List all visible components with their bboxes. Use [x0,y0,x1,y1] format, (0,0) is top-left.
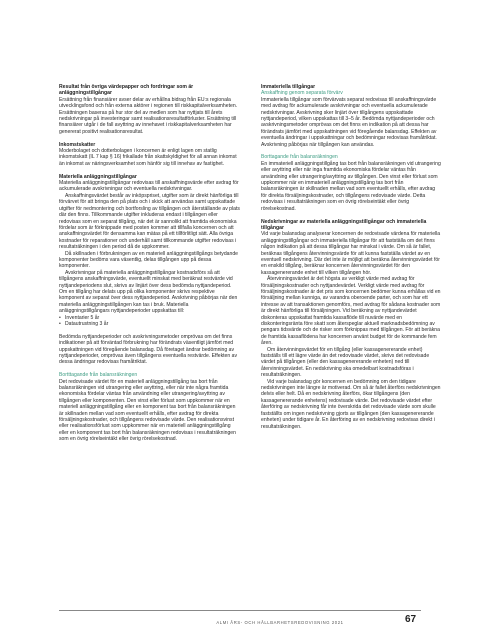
useful-life-list [59,315,240,328]
subheading-derecognition-tangible: Bortttagande från balansräkningen [59,372,138,379]
subheading-separate-acquisition: Anskaffning genom separata förvärv [261,90,343,97]
left-column [59,84,240,443]
paragraph-tangible-assets-1: Materiella anläggningstillgångar redovisas till anskaffningsvärde efter avdrag för ackumulerade avskrivningar och eventuella nedskrivningar. [59,180,239,193]
right-column [261,84,442,430]
footer-divider [59,610,421,611]
paragraph-tangible-assets-5: Bedömda nyttjandeperioder och avskrivningsmetoder omprövas om det finns indikationer på att förväntad förbrukning har förändrats väsentligt jämfört med uppskattningen vid föregående balansdag. Då företaget ändrar bedömning av nyttjandeperioder, omprövas även tillgångens eventuella restvärde. Effekten av dessa ändringar redovisas framåtriktat. [59,333,238,366]
paragraph-tangible-assets-3: Då skillnaden i förbrukningen av en materiell anläggningstillgångs betydande komponenter bedöms vara väsentlig, delas tillgången upp på dessa komponenter. [59,250,239,270]
heading-impairment: Nedskrivningar av materiella anläggningstillgångar och immateriella tillgångar [261,218,427,231]
list-item: • Inventarier 5 år [59,315,240,321]
list-item: • Datautrustning 3 år [59,321,240,327]
paragraph-intangible-assets: Immateriella tillgångar som förvärvats separat redovisas till anskaffningsvärde med avdrag för ackumulerade avskrivningar och eventuella ackumulerade nedskrivningar. Avskrivning sker linjärt över tillgångens uppskattade nyttjandeperiod, vilken uppskattas till 3–5 år. Bedömda nyttjandeperioder och avskrivningsmetoder omprövas om det finns en indikation på att dessa har förändrats jämfört med uppskattningen vid föregående balansdag. Effekten av eventuella ändringar i uppskattningar och bedömningar redovisas framåtriktat. Avskrivning påbörjas när tillgången kan användas. [261,96,437,148]
heading-income-tax: Inkomstskatter [59,141,96,148]
paragraph-derecognition-intangible: En immateriell anläggningstillgång tas bort från balansräkningen vid utrangering eller avyttring eller när inga framtida ekonomiska fördelar väntas från användning eller utrangering/avyttring av tillgången. Den vinst eller förlust som uppkommer när en immateriell anläggningstillgång tas bort från balansräkningen är skillnaden mellan vad som eventuellt erhålls, efter avdrag för direkta försäljningskostnader, och tillgångens redovisade värde. Detta redovisas i resultaträkningen som en övrig rörelseintäkt eller övrig rörelsekostnad. [261,160,441,212]
paragraph-derecognition-tangible: Det redovisade värdet för en materiell anläggningstillgång tas bort från balansräkningen vid utrangering eller avyttring, eller när inte några framtida ekonomiska fördelar väntas från användning eller utrangering/avyttring av tillgången eller komponenten. Den vinst eller förlust som uppkommer när en materiell anläggningstillgång eller en komponent tas bort från balansräkningen är skillnaden mellan vad som eventuellt erhålls, efter avdrag för direkta försäljningskostnader, och tillgångens redovisade värde. Den realisationsvinst eller realisationsförlust som uppkommer när en materiell anläggningstillgång eller en komponent tas bort från balansräkningen redovisas i resultaträkningen som en övrig rörelseintäkt eller övrig rörelsekostnad. [59,378,236,443]
heading-intangible-assets: Immateriella tillgångar [261,84,316,90]
heading-securities-result: Resultat från övriga värdepapper och fordringar som är anläggningstillgångar [59,84,194,97]
heading-tangible-assets: Materiella anläggningstillgångar [59,173,137,180]
paragraph-securities-result: Ersättning från finansiärer avser delar av erhållna bidrag från EU:s regionala utvecklingsfond och från externa aktörer i regionen till riskkapitalverksamheten. Ersättningen baseras på hur stor del av medlen som har nyttjats till årets nedskrivningar på investeringar samt realisationsresultatförluster. Ersättning till finansiärer utgår i de fall avyttring av innehavet i riskkapitalverksamheten har genererat positivt realisationsresultat. [59,96,238,135]
subheading-derecognition-intangible: Borttagande från balansräkningen [261,154,338,161]
page-number: 67 [405,614,417,625]
paragraph-impairment-3: Om återvinningsvärdet för en tillgång (eller kassagenererande enhet) fastställs till ett lägre värde än det redovisade värdet, skrivs det redovisade värdet på tillgången (eller den kassagenererande enheten) ned till återvinningsvärdet. En nedskrivning ska omedelbart kostnadsföras i resultaträkningen. [261,346,430,379]
paragraph-impairment-2: Återvinningsvärdet är det högsta av verkligt värde med avdrag för försäljningskostnader och nyttjandevärdet. Verkligt värde med avdrag för försäljningskostnader är det pris som koncernen bedömer kunna erhållas vid en försäljning mellan kunniga, av varandra oberoende parter, och som har ett intresse av att transaktionen genomförs, med avdrag för sådana kostnader som är direkt hänförliga till försäljningen. Vid beräkning av nyttjandevärdet diskonteras uppskattat framtida kassaflöde till nuvärde med en diskonteringsränta före skatt som återspeglar aktuell marknadsbedömning av pengars tidsvärde och de risker som förknippas med tillgången. För att beräkna de framtida kassaflödena har koncernen använt budget för de kommande fem åren. [261,276,441,347]
paragraph-income-tax: Moderbolaget och dotterbolagen i koncernen är enligt lagen om statlig inkomstskatt (IL 7 kap § 16) frikallade från skattskyldighet för all annan inkomst än inkomst av näringsverksamhet som hänför sig till innehav av fastighet. [59,148,237,167]
paragraph-tangible-assets-4: Avskrivningar på materiella anläggningstillgångar kostnadsförs så att tillgångens anskaffningsvärde, eventuellt minskat med beräknat restvärde vid nyttjandeperiodens slut, skrivs av linjärt över dess bedömda nyttjandeperiod. Om en tillgång har delats upp på olika komponenter skrivs respektive komponent av separat över dess nyttjandeperiod. Avskrivning påbörjas när den materiella anläggningstillgången kan tas i bruk. Materiella anläggningstillgångars nyttjandeperioder uppskattas till: [59,269,238,315]
paragraph-tangible-assets-2: Anskaffningsvärdet består av inköpspriset, utgifter som är direkt hänförliga till förvärvet för att bringa den på plats och i skick att användas samt uppskattade utgifter för nedmontering och bortforsling av tillgången och återställande av plats där den finns. Tillkommande utgifter inkluderas endast i tillgången eller redovisas som en separat tillgång, när det är sannolikt att framtida ekonomiska fördelar som är förknippade med posten kommer att tillfalla koncernen och att anskaffningsvärdet för densamma kan mätas på ett tillförlitligt sätt. Alla övriga kostnader för reparationer och underhåll samt tillkommande utgifter redovisas i resultaträkningen i den period då de uppkommer. [59,192,240,251]
paragraph-impairment-4: Vid varje balansdag gör koncernen en bedömning om den tidigare nedskrivningen inte längre är motiverad. Om så är fallet återförs nedskrivningen delvis eller helt. Då en nedskrivning återförs, ökar tillgångens (den kassagenererande enhetens) redovisade värde. Det redovisade värdet efter återföring av nedskrivning får inte överskrida det redovisade värde som skulle fastställts om ingen nedskrivning gjorts av tillgången (den kassagenererande enheten) under tidigare år. En återföring av en nedskrivning redovisas direkt i resultaträkningen. [261,378,441,430]
paragraph-impairment-1: Vid varje balansdag analyserar koncernen de redovisade värdena för materiella anläggningstillgångar och immateriella tillgångar för att fastställa om det finns någon indikation på att dessa tillgångar har minskat i värde. Om så är fallet, beräknas tillgångens återvinningsvärde för att kunna fastställa värdet av en eventuell nedskrivning. Där det inte är möjligt att beräkna återvinningsvärdet för en enskild tillgång, beräknar koncernen återvinningsvärdet för den kassagenererande enhet till vilken tillgången hör. [261,231,441,276]
footer-report-title: ALMI ÅRS- OCH HÅLLBARHETSREDOVISNING 2021 [216,620,344,625]
